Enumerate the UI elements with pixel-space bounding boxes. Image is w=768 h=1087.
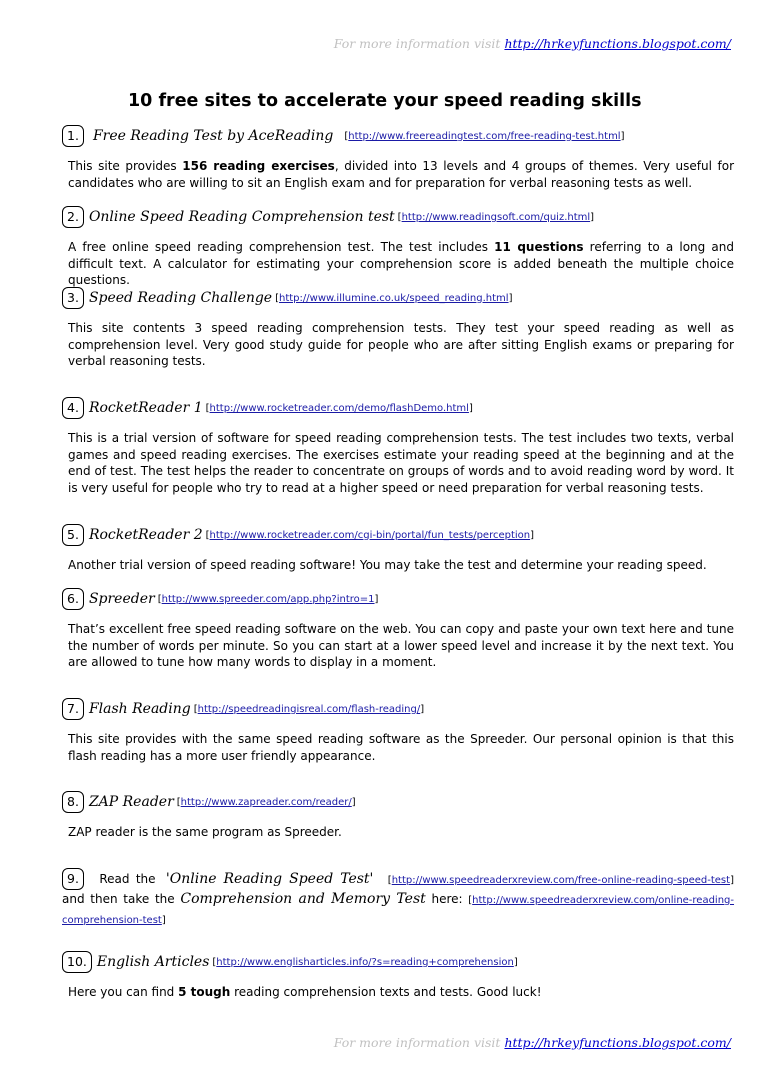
list-item: 5. RocketReader 2 [http://www.rocketreader.com/cgi-bin/portal/fun_tests/perception] Another trial version of speed reading software! You may take the test and determine your reading speed. [62, 523, 734, 574]
item-link[interactable]: http://www.speedreaderxreview.com/free-online-reading-speed-test [391, 875, 731, 886]
item-title: Online Speed Reading Comprehension test [88, 209, 395, 225]
item-link[interactable]: http://www.spreeder.com/app.php?intro=1 [161, 593, 375, 605]
item-description: Here you can find 5 tough reading comprehension texts and tests. Good luck! [68, 985, 542, 999]
footer-prefix: For more information visit [333, 1035, 505, 1050]
item-description: Another trial version of speed reading software! You may take the test and determine your reading speed. [68, 558, 707, 572]
item-link[interactable]: http://www.rocketreader.com/demo/flashDemo.html [209, 402, 469, 414]
list-item: 8. ZAP Reader [http://www.zapreader.com/reader/] ZAP reader is the same program as Spreeder. [62, 790, 734, 841]
item-link-secondary[interactable]: http://www.speedreaderxreview.com/online-reading-comprehension-test [62, 895, 735, 926]
item-number: 3. [62, 287, 84, 309]
header-link[interactable]: http://hrkeyfunctions.blogspot.com/ [504, 36, 731, 51]
document-title: 10 free sites to accelerate your speed reading skills [128, 91, 642, 111]
item-description: That’s excellent free speed reading software on the web. You can copy and paste your own text here and tune the number of words per minute. So you can start at a lower speed level and increase it by the next text. You are allowed to tune how many words to display in a moment. [68, 622, 734, 669]
item-number: 5. [62, 524, 84, 546]
list-item [62, 868, 734, 930]
item-number: 1. [62, 125, 84, 147]
item-description: A free online speed reading comprehension test. The test includes 11 questions referring to a long and difficult text. A calculator for estimating your comprehension score is added beneath the multiple choice questions. [68, 240, 734, 287]
item-title: English Articles [96, 954, 210, 970]
list-item: 1. Free Reading Test by AceReading [http://www.freereadingtest.com/free-reading-test.html] This site provides 156 reading exercises, divided into 13 levels and 4 groups of themes. Very useful for candidates who are willing to sit an English exam and for preparation for verbal reasoning tests as well. [62, 124, 734, 191]
list-item: 10. English Articles [http://www.englisharticles.info/?s=reading+comprehension] Here you can find 5 tough reading comprehension texts and tests. Good luck! [62, 950, 734, 1001]
list-item: 7. Flash Reading [http://speedreadingisreal.com/flash-reading/] This site provides with the same speed reading software as the Spreeder. Our personal opinion is that this flash reading has a more user friendly appearance. [62, 697, 734, 764]
item-link[interactable]: http://www.freereadingtest.com/free-reading-test.html [348, 130, 621, 142]
page-header [334, 36, 731, 51]
item-title: Free Reading Test by AceReading [92, 128, 334, 144]
item-description: This site contents 3 speed reading comprehension tests. They test your speed reading as well as comprehension level. Very good study guide for people who are after sitting English exams or preparing for verbal reasoning tests. [68, 321, 734, 368]
item-title: Speed Reading Challenge [88, 290, 273, 306]
page-footer [334, 1035, 731, 1050]
item-title: Flash Reading [88, 701, 191, 717]
item-title: Spreeder [88, 591, 155, 607]
item-title: 'Online Reading Speed Test' [165, 871, 374, 887]
item-link[interactable]: http://speedreadingisreal.com/flash-reading/ [197, 703, 421, 715]
item-description: This site provides 156 reading exercises, divided into 13 levels and 4 groups of themes. Very useful for candidates who are willing to sit an English exam and for preparation for verbal reasoning tests as well. [68, 159, 735, 190]
item-title: ZAP Reader [88, 794, 174, 810]
item-number: 6. [62, 588, 84, 610]
item-number: 9. [62, 868, 84, 890]
list-item: 6. Spreeder [http://www.spreeder.com/app.php?intro=1] That’s excellent free speed reading software on the web. You can copy and paste your own text here and tune the number of words per minute. So you can start at a lower speed level and increase it by the next text. You are allowed to tune how many words to display in a moment. [62, 587, 734, 671]
item-number: 4. [62, 397, 84, 419]
item-text: and then take the [62, 892, 181, 906]
item-body: 9. Read the 'Online Reading Speed Test' [http://www.speedreaderxreview.com/free-online-reading-speed-test] and then take the Comprehension and Memory Test here: [http://www.speedreaderxreview.com/online-reading-comprehension-test] [62, 868, 734, 930]
list-item: 3. Speed Reading Challenge [http://www.illumine.co.uk/speed_reading.html] This site contents 3 speed reading comprehension tests. They test your speed reading as well as comprehension level. Very good study guide for people who are after sitting English exams or preparing for verbal reasoning tests. [62, 286, 734, 370]
item-number: 10. [62, 951, 92, 973]
item-title: RocketReader 1 [88, 400, 203, 416]
item-link[interactable]: http://www.illumine.co.uk/speed_reading.html [279, 292, 509, 304]
item-link[interactable]: http://www.readingsoft.com/quiz.html [401, 211, 591, 223]
item-text: here: [425, 892, 469, 906]
list-item: 4. RocketReader 1 [http://www.rocketreader.com/demo/flashDemo.html] This is a trial version of software for speed reading comprehension tests. The test includes two texts, verbal games and speed reading exercises. The exercises estimate your reading speed at the beginning and at the end of test. The test helps the reader to concentrate on groups of words and to avoid reading word by word. It is very useful for people who try to read at a higher speed or need preparation for verbal reasoning tests. [62, 396, 734, 496]
item-number: 8. [62, 791, 84, 813]
item-number: 2. [62, 206, 84, 228]
item-text: Read the [99, 872, 162, 886]
item-description: This is a trial version of software for speed reading comprehension tests. The test includes two texts, verbal games and speed reading exercises. The exercises estimate your reading speed at the beginning and at the end of test. The test helps the reader to concentrate on groups of words and to avoid reading word by word. It is very useful for people who try to read at a higher speed or need preparation for verbal reasoning tests. [68, 431, 734, 495]
item-description: ZAP reader is the same program as Spreeder. [68, 825, 342, 839]
item-description: This site provides with the same speed reading software as the Spreeder. Our personal opinion is that this flash reading has a more user friendly appearance. [68, 732, 734, 763]
item-link[interactable]: http://www.zapreader.com/reader/ [180, 796, 352, 808]
item-number: 7. [62, 698, 84, 720]
item-title: RocketReader 2 [88, 527, 203, 543]
item-title-secondary: Comprehension and Memory Test [180, 891, 426, 907]
item-link[interactable]: http://www.englisharticles.info/?s=reading+comprehension [216, 956, 514, 968]
footer-link[interactable]: http://hrkeyfunctions.blogspot.com/ [504, 1035, 731, 1050]
header-prefix: For more information visit [333, 36, 505, 51]
list-item: 2. Online Speed Reading Comprehension test [http://www.readingsoft.com/quiz.html] A free online speed reading comprehension test. The test includes 11 questions referring to a long and difficult text. A calculator for estimating your comprehension score is added beneath the multiple choice questions. [62, 205, 734, 289]
item-link[interactable]: http://www.rocketreader.com/cgi-bin/portal/fun_tests/perception [209, 529, 531, 541]
